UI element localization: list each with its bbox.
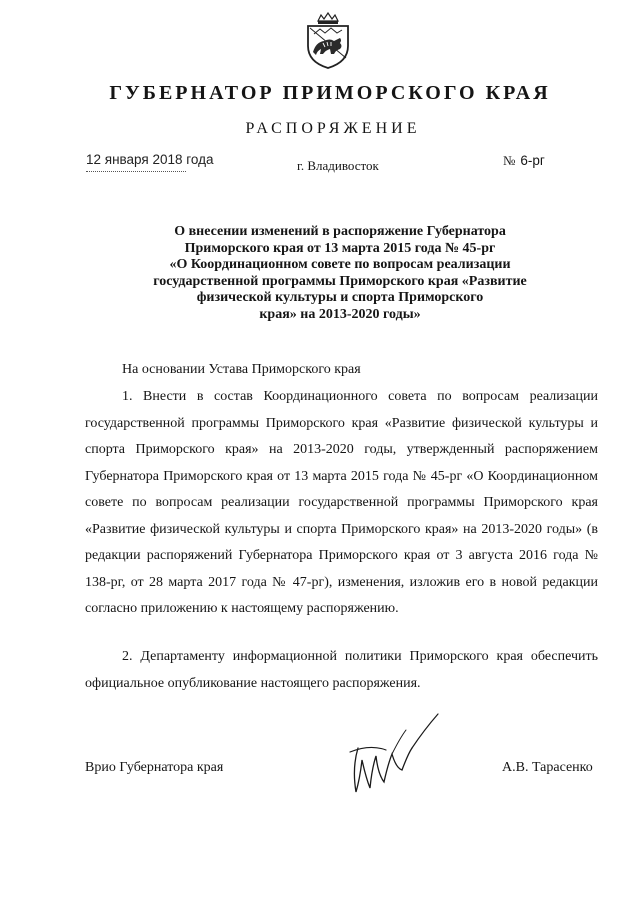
handwritten-signature: [330, 708, 450, 800]
document-number: [503, 153, 545, 169]
title-line: О внесении изменений в распоряжение Губернатора: [174, 224, 506, 239]
paragraph-1: 1. Внести в состав Координационного совета по вопросам реализации государственной программы Приморского края «Развитие физической культуры и спорта Приморского края» на 2013-2020 годы, утвержденный распоряжением Губернатора Приморского края от 13 марта 2015 года № 45-рг «О Координационном совете по вопросам реализации государственной программы Приморского края «Развитие физической культуры и спорта Приморского края» на 2013-2020 годы» (в редакции распоряжений Губернатора Приморского края от 3 августа 2016 года № 138-рг, от 28 марта 2017 года № 47-рг), изменения, изложив его в новой редакции согласно приложению к настоящему распоряжению.: [85, 389, 598, 616]
title-line: физической культуры и спорта Приморского: [196, 290, 484, 305]
number-sign: №: [503, 153, 516, 168]
issuing-authority: ГУБЕРНАТОР ПРИМОРСКОГО КРАЯ: [109, 82, 551, 104]
number-value: 6-рг: [520, 153, 545, 168]
legal-basis: На основании Устава Приморского края: [122, 362, 361, 377]
document-type: РАСПОРЯЖЕНИЕ: [245, 120, 421, 137]
paragraph-2: 2. Департаменту информационной политики Приморского края обеспечить официальное опубликование настоящего распоряжения.: [85, 649, 598, 691]
date-underline: [86, 171, 186, 172]
document-title: [100, 224, 580, 323]
title-line: государственной программы Приморского края «Развитие: [153, 273, 527, 289]
document-date: 12 января 2018 года: [86, 152, 214, 167]
signatory-name: А.В. Тарасенко: [502, 760, 593, 775]
coat-of-arms-emblem: [304, 12, 352, 70]
title-line: края» на 2013-2020 годы»: [259, 306, 421, 322]
title-line: «О Координационном совете по вопросам реализации: [169, 257, 511, 272]
signatory-position: Врио Губернатора края: [85, 760, 224, 775]
title-line: Приморского края от 13 марта 2015 года № 45-рг: [184, 240, 496, 256]
document-city: г. Владивосток: [297, 158, 379, 173]
